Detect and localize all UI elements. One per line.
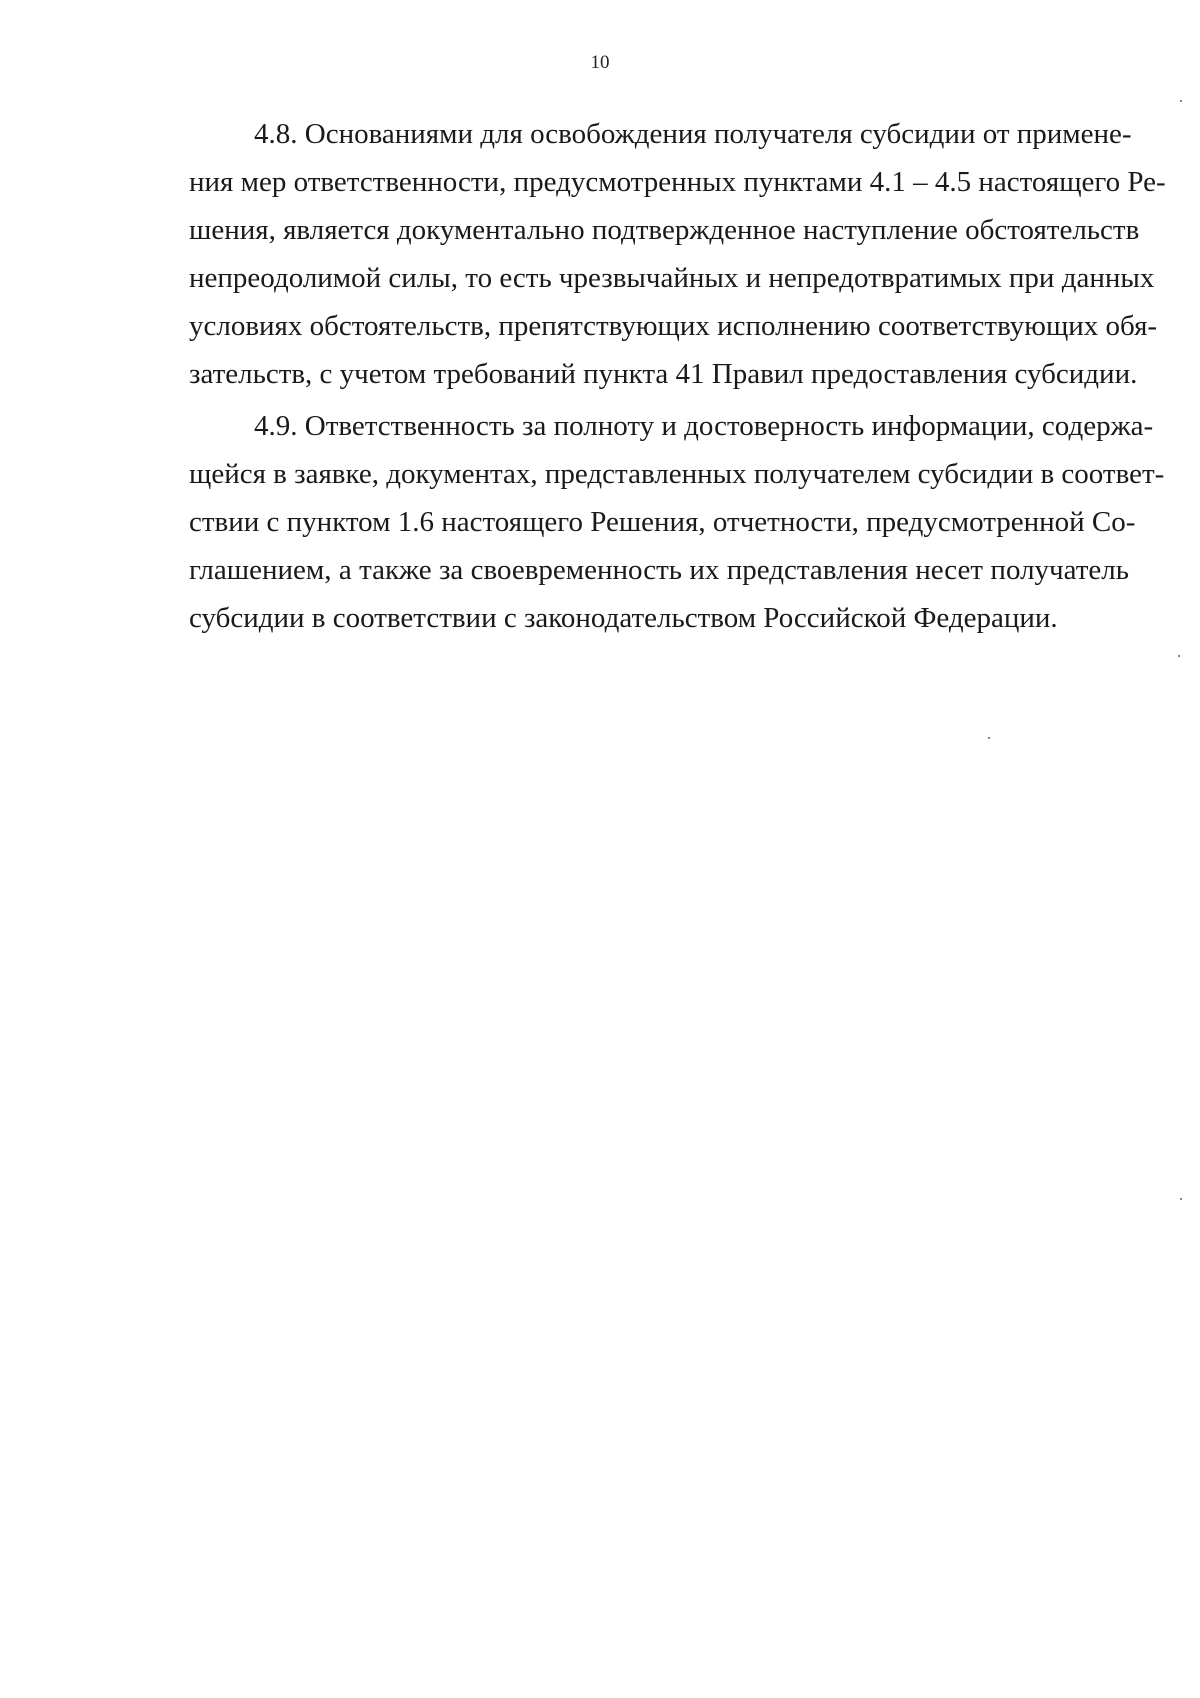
page-number: 10: [590, 52, 610, 73]
paragraph-line: ствии с пунктом 1.6 настоящего Решения, отчетности, предусмотренной Со-: [189, 506, 1136, 538]
paragraph-4-8: [189, 110, 1166, 398]
paragraph-line: ния мер ответственности, предусмотренных пунктами 4.1 – 4.5 настоящего Ре-: [189, 166, 1166, 198]
paragraph-line: зательств, с учетом требований пункта 41 Правил предоставления субсидии.: [189, 358, 1138, 390]
scan-speck: [988, 737, 990, 739]
paragraph-line: 4.8. Основаниями для освобождения получателя субсидии от примене-: [254, 118, 1132, 150]
scan-speck: [1180, 100, 1182, 102]
scan-speck: [1180, 1198, 1182, 1200]
paragraph-line: непреодолимой силы, то есть чрезвычайных и непредотвратимых при данных: [189, 262, 1155, 294]
paragraph-line: шения, является документально подтвержденное наступление обстоятельств: [189, 214, 1140, 246]
paragraph-line: щейся в заявке, документах, представленных получателем субсидии в соответ-: [189, 458, 1165, 490]
paragraph-line: глашением, а также за своевременность их представления несет получатель: [189, 554, 1129, 586]
scan-speck: [1178, 655, 1180, 657]
paragraph-line: 4.9. Ответственность за полноту и достоверность информации, содержа-: [254, 410, 1154, 442]
paragraph-4-9: [189, 402, 1165, 642]
paragraph-line: условиях обстоятельств, препятствующих исполнению соответствующих обя-: [189, 310, 1158, 342]
document-body: [189, 110, 1166, 642]
paragraph-line: субсидии в соответствии с законодательством Российской Федерации.: [189, 602, 1058, 634]
